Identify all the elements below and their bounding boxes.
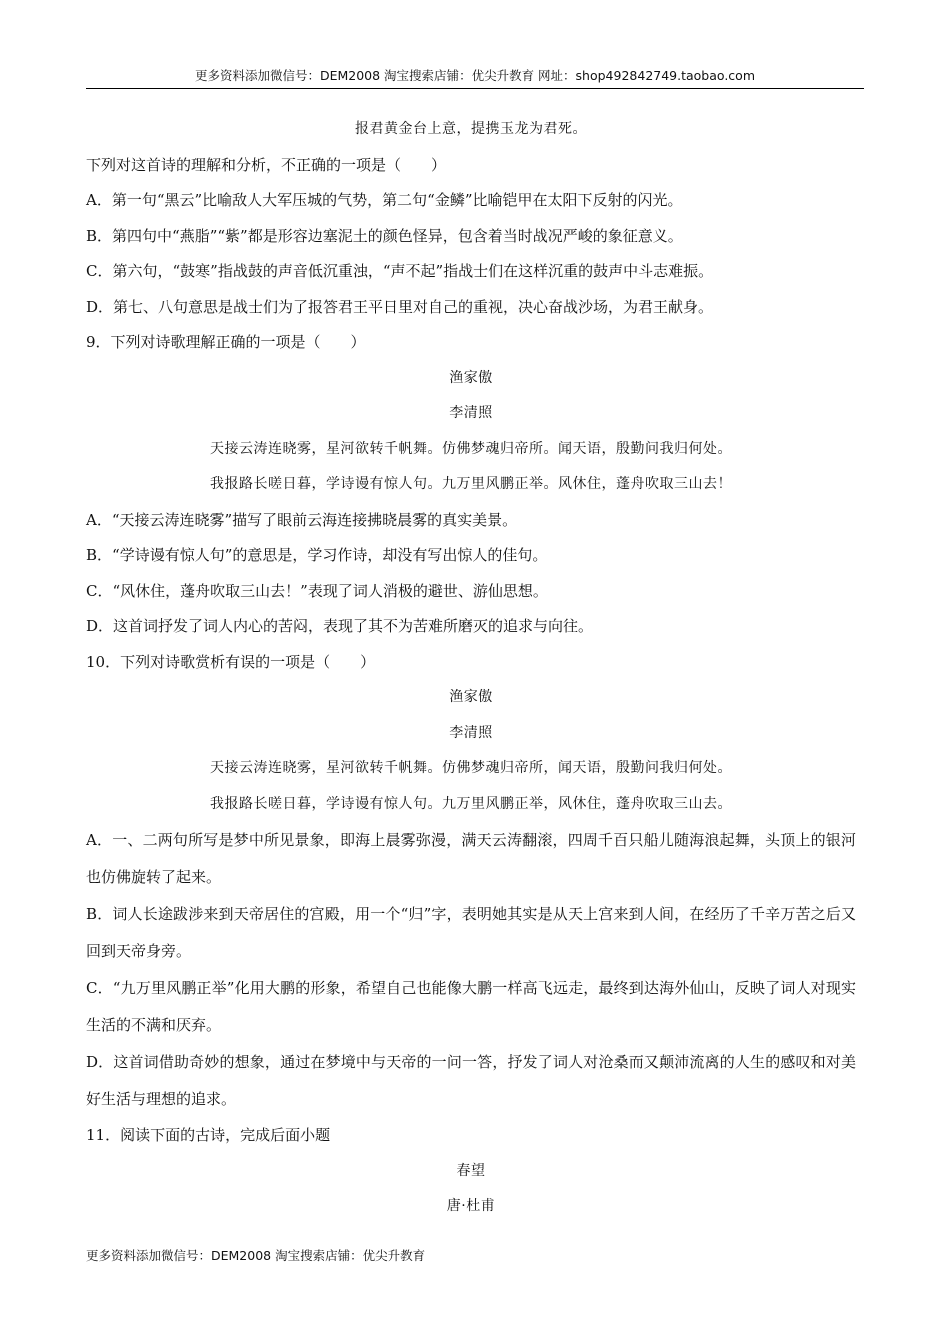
page-footer: 更多资料添加微信号：DEM2008 淘宝搜索店铺：优尖升教育 <box>86 1248 426 1263</box>
question-stem: 下列对这首诗的理解和分析，不正确的一项是（ ） <box>86 155 447 174</box>
option-c: C．“九万里风鹏正举”化用大鹏的形象，希望自己也能像大鹏一样高飞远走，最终到达海外仙山，反映了词人对现实生活的不满和厌弃。 <box>86 979 856 1034</box>
option-a: A．“天接云涛连晓雾”描写了眼前云海连接拂晓晨雾的真实美景。 <box>86 510 518 529</box>
option-a: A．第一句“黑云”比喻敌人大军压城的气势，第二句“金鳞”比喻铠甲在太阳下反射的闪光。 <box>86 191 683 209</box>
option-b: B．第四句中“燕脂”“紫”都是形容边塞泥土的颜色怪异，包含着当时战况严峻的象征意义。 <box>86 226 683 245</box>
poem-line: 报君黄金台上意，提携玉龙为君死。 <box>355 121 587 137</box>
question-11: 11．阅读下面的古诗，完成后面小题 <box>86 1126 331 1144</box>
option-c: C．第六句，“鼓寒”指战鼓的声音低沉重浊，“声不起”指战士们在这样沉重的鼓声中斗志难振。 <box>86 262 714 280</box>
option-d: D．这首词抒发了词人内心的苦闷，表现了其不为苦难所磨灭的追求与向往。 <box>86 617 594 635</box>
poem-title: 渔家傲 <box>449 369 493 386</box>
option-c: C．“风休住，蓬舟吹取三山去！”表现了词人消极的避世、游仙思想。 <box>86 581 548 600</box>
poem-line: 天接云涛连晓雾，星河欲转千帆舞。仿佛梦魂归帝所，闻天语，殷勤问我归何处。 <box>210 760 732 776</box>
poem-line: 我报路长嗟日暮，学诗谩有惊人句。九万里风鹏正举，风休住，蓬舟吹取三山去。 <box>210 795 732 812</box>
poem-author: 唐·杜甫 <box>446 1198 496 1214</box>
poem-author: 李清照 <box>449 405 493 421</box>
document-body <box>86 112 856 1225</box>
question-9: 9．下列对诗歌理解正确的一项是（ ） <box>86 333 366 351</box>
option-a: A．一、二两句所写是梦中所见景象，即海上晨雾弥漫，满天云涛翻滚，四周千百只船儿随海浪起舞，头顶上的银河也仿佛旋转了起来。 <box>86 831 856 886</box>
page-header: 更多资料添加微信号：DEM2008 淘宝搜索店铺：优尖升教育 网址：shop492842749.taobao.com <box>86 66 864 89</box>
option-b: B．“学诗谩有惊人句”的意思是，学习作诗，却没有写出惊人的佳句。 <box>86 546 548 564</box>
option-d: D．这首词借助奇妙的想象，通过在梦境中与天帝的一问一答，抒发了词人对沧桑而又颠沛流离的人生的感叹和对美好生活与理想的追求。 <box>86 1053 856 1108</box>
question-10: 10．下列对诗歌赏析有误的一项是（ ） <box>86 652 376 671</box>
option-d: D．第七、八句意思是战士们为了报答君王平日里对自己的重视，决心奋战沙场，为君王献身。 <box>86 297 714 316</box>
poem-author: 李清照 <box>449 724 493 741</box>
poem-title: 春望 <box>456 1162 486 1179</box>
poem-line: 天接云涛连晓雾，星河欲转千帆舞。仿佛梦魂归帝所。闻天语，殷勤问我归何处。 <box>210 440 732 457</box>
option-b: B．词人长途跋涉来到天帝居住的宫殿，用一个“归”字，表明她其实是从天上宫来到人间，在经历了千辛万苦之后又回到天帝身旁。 <box>86 905 856 960</box>
poem-line: 我报路长嗟日暮，学诗谩有惊人句。九万里风鹏正举。风休住，蓬舟吹取三山去！ <box>210 476 732 492</box>
poem-title: 渔家傲 <box>449 689 493 705</box>
